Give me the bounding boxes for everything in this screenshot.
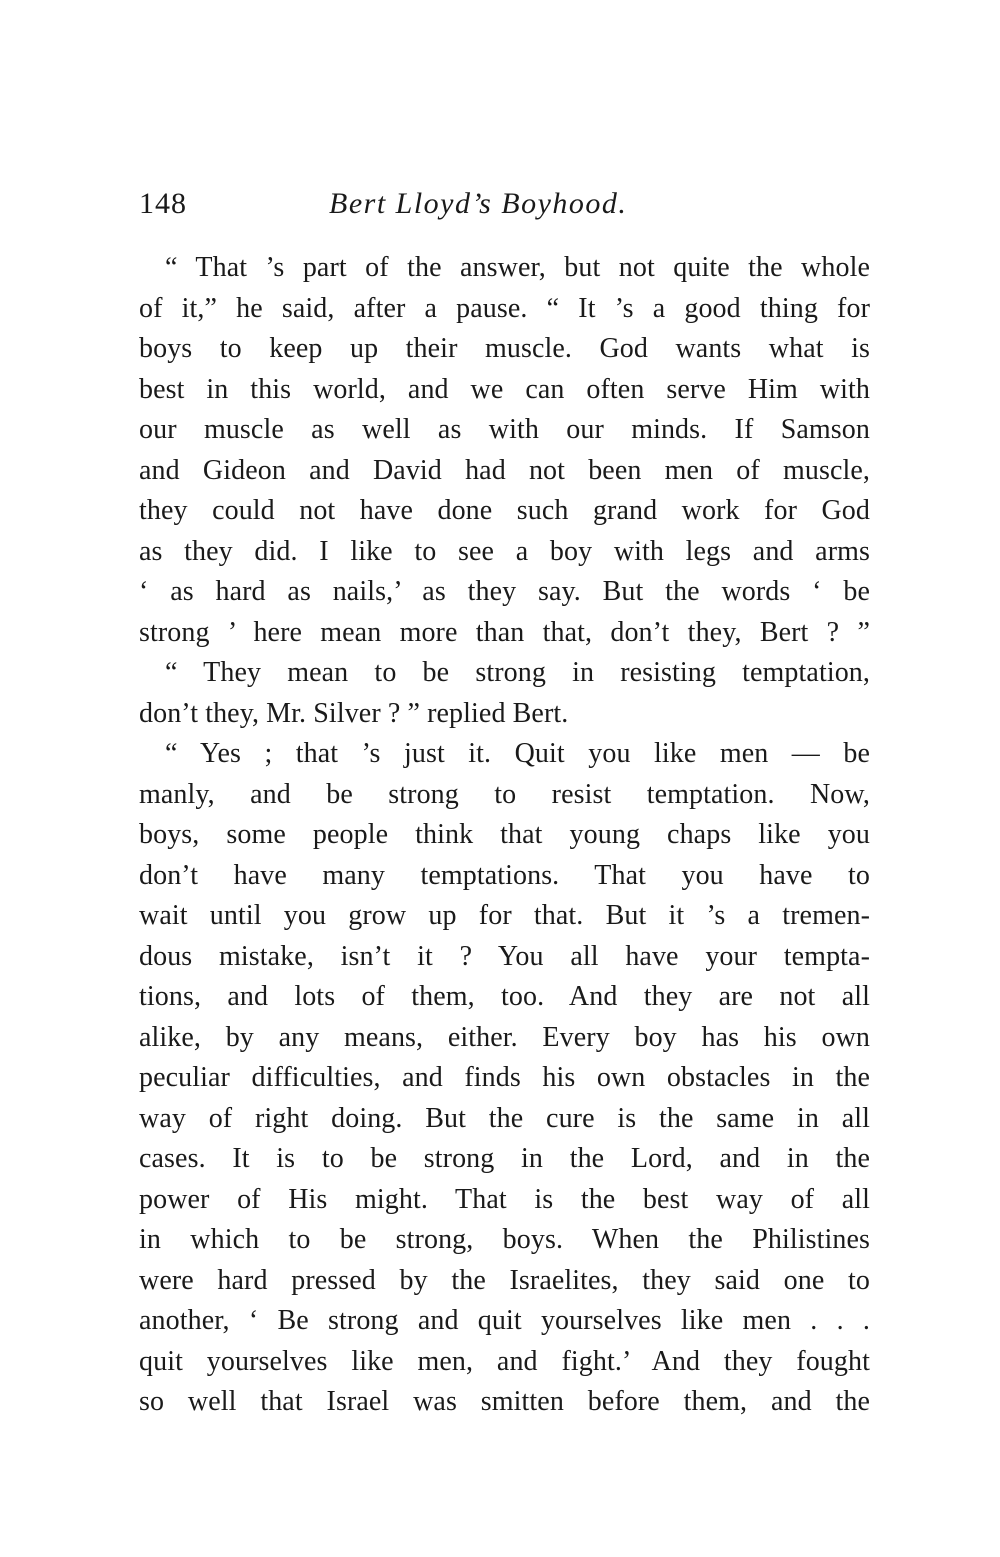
- text-line: tions, and lots of them, too. And they are not all: [139, 981, 870, 1012]
- text-line: “ That ’s part of the answer, but not quite the whole: [165, 252, 870, 283]
- text-line: don’t they, Mr. Silver ? ” replied Bert.: [139, 697, 569, 729]
- text-line: best in this world, and we can often serve Him with: [139, 373, 870, 405]
- text-line: dous mistake, isn’t it ? You all have your tempta-: [139, 940, 870, 972]
- running-title: Bert Lloyd’s Boyhood.: [329, 187, 628, 220]
- text-line: our muscle as well as with our minds. If Samson: [139, 414, 870, 445]
- running-head: [139, 182, 871, 232]
- text-line: strong ’ here mean more than that, don’t they, Bert ? ”: [139, 616, 870, 648]
- text-line: quit yourselves like men, and fight.’ And they fought: [139, 1345, 870, 1377]
- text-line: alike, by any means, either. Every boy has his own: [139, 1021, 870, 1053]
- text-line: of it,” he said, after a pause. “ It ’s a good thing for: [139, 292, 870, 324]
- text-line: “ Yes ; that ’s just it. Quit you like men — be: [165, 738, 870, 769]
- text-line: peculiar difficulties, and finds his own obstacles in the: [139, 1062, 870, 1093]
- body-text: [139, 248, 870, 1423]
- text-line: as they did. I like to see a boy with legs and arms: [139, 535, 870, 567]
- text-line: in which to be strong, boys. When the Philistines: [139, 1224, 870, 1255]
- text-line: ‘ as hard as nails,’ as they say. But the words ‘ be: [139, 576, 870, 607]
- text-line: another, ‘ Be strong and quit yourselves like men . . .: [139, 1305, 870, 1336]
- text-line: cases. It is to be strong in the Lord, and in the: [139, 1143, 870, 1174]
- page-number: 148: [139, 187, 187, 220]
- text-line: boys, some people think that young chaps like you: [139, 819, 870, 850]
- text-line: manly, and be strong to resist temptation. Now,: [139, 778, 870, 810]
- text-line: don’t have many temptations. That you have to: [139, 859, 870, 891]
- text-line: wait until you grow up for that. But it ’s a tremen-: [139, 900, 870, 931]
- text-line: they could not have done such grand work for God: [139, 495, 870, 526]
- text-line: boys to keep up their muscle. God wants what is: [139, 333, 870, 364]
- text-line: “ They mean to be strong in resisting temptation,: [165, 657, 870, 688]
- text-line: way of right doing. But the cure is the same in all: [139, 1102, 870, 1134]
- text-line: were hard pressed by the Israelites, they said one to: [139, 1264, 870, 1296]
- text-line: and Gideon and David had not been men of muscle,: [139, 454, 870, 486]
- text-line: so well that Israel was smitten before them, and the: [139, 1386, 870, 1417]
- text-line: power of His might. That is the best way of all: [139, 1183, 870, 1215]
